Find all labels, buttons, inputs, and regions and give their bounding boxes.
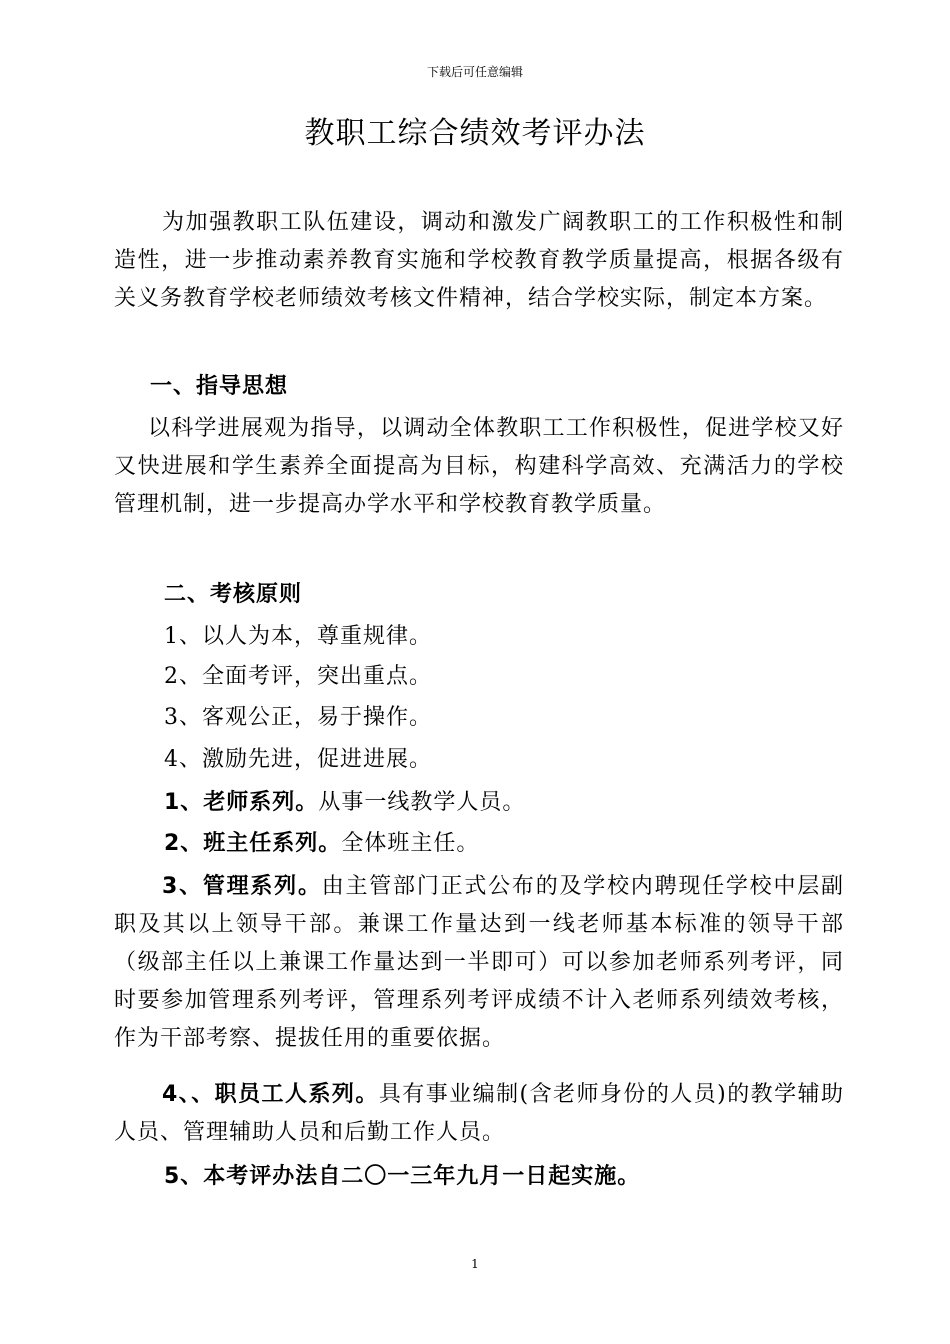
document-title: 教职工综合绩效考评办法	[304, 116, 646, 151]
series-text: 具有事业编制(含老师身份的人员)的教学辅助人员、管理辅助人员和后勤工作人员。	[114, 1082, 845, 1145]
principle-item: 4、激励先进，促进进展。	[164, 747, 432, 772]
section-heading-principles: 二、考核原则	[164, 582, 303, 607]
series-label: 3、管理系列。	[162, 874, 322, 899]
series-text: 从事一线教学人员。	[318, 790, 526, 815]
principle-item: 2、全面考评，突出重点。	[164, 664, 432, 689]
guiding-thought-paragraph: 以科学进展观为指导，以调动全体教职工工作积极性，促进学校又好又快进展和学生素养全面提高为目标，构建科学高效、充满活力的学校管理机制，进一步提高办学水平和学校教育教学质量。	[114, 416, 844, 517]
series-text: 由主管部门正式公布的及学校内聘现任学校中层副职及其以上领导干部。兼课工作量达到一线老师基本标准的领导干部（级部主任以上兼课工作量达到一半即可）可以参加老师系列考评，同时要参加管理系列考评，管理系列考评成绩不计入老师系列绩效考核，作为干部考察、提拔任用的重要依据。	[114, 874, 844, 1051]
effective-date-statement: 5、本考评办法自二〇一三年九月一日起实施。	[164, 1164, 641, 1189]
series-text: 全体班主任。	[341, 831, 480, 856]
section-heading-guiding-thought: 一、指导思想	[150, 374, 289, 399]
page-number: 1	[471, 1257, 479, 1271]
principle-item: 3、客观公正，易于操作。	[164, 705, 432, 730]
series-item-teacher	[164, 786, 525, 820]
series-item-staff	[114, 1076, 844, 1152]
series-label: 1、老师系列。	[164, 790, 319, 815]
series-label: 2、班主任系列。	[164, 831, 342, 856]
header-note: 下载后可任意编辑	[426, 65, 523, 79]
series-item-head-teacher	[164, 827, 479, 861]
principle-item: 1、以人为本，尊重规律。	[164, 624, 432, 649]
series-label: 4、、职员工人系列。	[162, 1082, 379, 1107]
intro-paragraph: 为加强教职工队伍建设，调动和激发广阔教职工的工作积极性和制造性，进一步推动素养教育实施和学校教育教学质量提高，根据各级有关义务教育学校老师绩效考核文件精神，结合学校实际，制定本方案。	[114, 210, 844, 311]
series-item-management	[114, 868, 844, 1058]
